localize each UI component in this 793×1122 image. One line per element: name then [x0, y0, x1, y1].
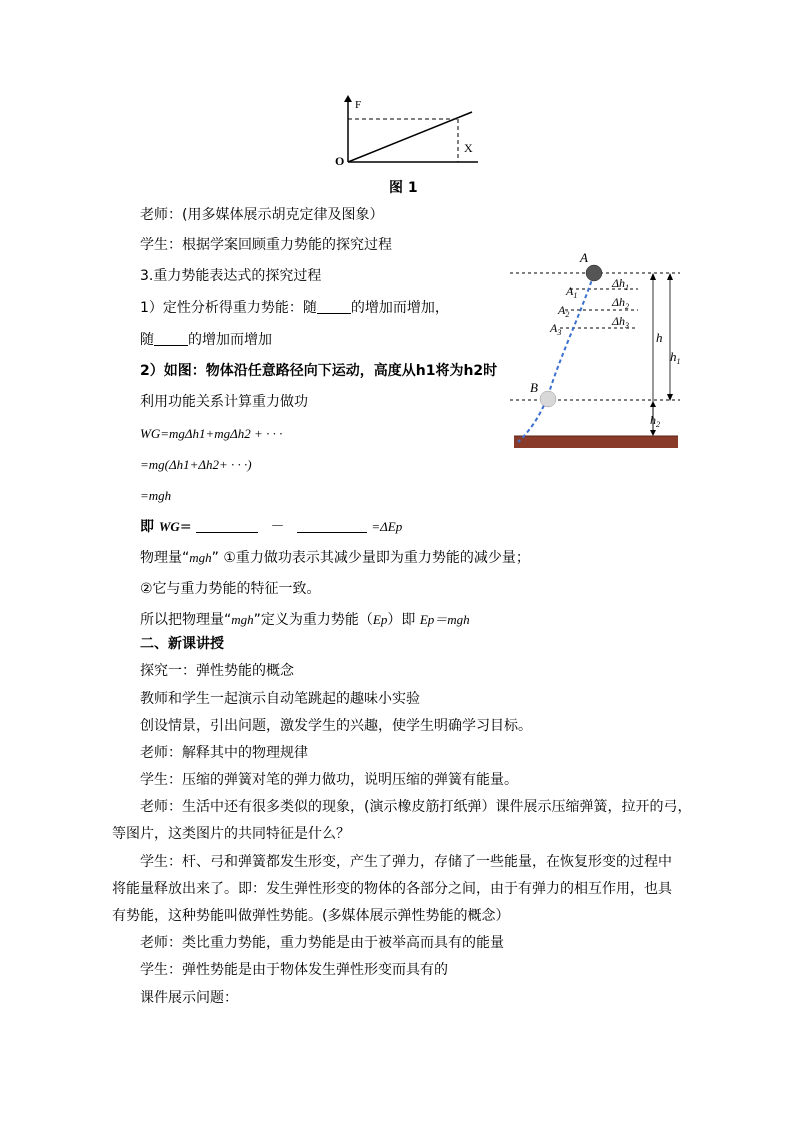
text-fragment: =ΔEp: [371, 519, 403, 534]
line-section-3: 3.重力势能表达式的探究过程: [140, 268, 322, 284]
line-student-review: 学生：根据学案回顾重力势能的探究过程: [140, 237, 392, 253]
line-explore-1: 探究一：弹性势能的概念: [140, 663, 294, 679]
line-equation-2: =mg(Δh1+Δh2+ · · ·): [140, 457, 252, 472]
line-mgh-meaning: [140, 548, 530, 568]
para-teacher-phenomena-1: 老师：生活中还有很多类似的现象，(演示橡皮筋打纸弹）课件展示压缩弹簧，拉开的弓，: [140, 799, 692, 815]
line-equation-result: [140, 517, 402, 537]
line-feature-consistent: ②它与重力势能的特征一致。: [140, 581, 321, 597]
fill-blank-2: [154, 331, 188, 346]
line-equation-1: WG=mgΔh1+mgΔh2 + · · ·: [140, 426, 283, 441]
text-fragment: WG: [158, 519, 180, 534]
line-teacher-hooke: 老师：(用多媒体展示胡克定律及图象）: [140, 207, 384, 223]
para-student-deformation-1: 学生：杆、弓和弹簧都发生形变，产生了弹力，存储了一些能量，在恢复形变的过程中: [140, 854, 672, 870]
label-h: h: [656, 330, 663, 345]
line-definition-ep: [140, 610, 470, 630]
text-fragment: －: [270, 519, 285, 535]
text-fragment: Ep＝mgh: [419, 612, 470, 627]
label-b: B: [530, 380, 538, 395]
text-fragment: ）即: [387, 612, 420, 628]
label-a: A: [580, 250, 588, 265]
line-student-spring: 学生：压缩的弹簧对笔的弹力做功，说明压缩的弹簧有能量。: [140, 772, 518, 788]
line-teacher-explain: 老师：解释其中的物理规律: [140, 745, 308, 761]
line-experiment: 教师和学生一起演示自动笔跳起的趣味小实验: [140, 691, 420, 707]
fill-blank-1: [317, 299, 351, 314]
text-fragment: 即: [140, 519, 159, 535]
axis-label-x: X: [464, 141, 473, 155]
line-qualitative-1: [140, 298, 449, 318]
para-teacher-phenomena-2: 等图片，这类图片的共同特征是什么？: [112, 826, 350, 842]
figure-1-caption: 图 1: [389, 180, 418, 196]
section-heading-new-lesson: 二、新课讲授: [140, 636, 224, 652]
line-courseware-question: 课件展示问题：: [140, 990, 238, 1006]
label-h2: $h_2$: [650, 413, 660, 429]
text-fragment: mgh: [189, 550, 212, 565]
text-fragment: =: [179, 519, 192, 535]
text-fragment: 所以把物理量“: [140, 612, 232, 628]
ground: [514, 436, 678, 448]
text-fragment: 1）定性分析得重力势能：随: [140, 300, 317, 316]
para-student-deformation-2: 将能量释放出来了。即：发生弹性形变的物体的各部分之间，由于有弹力的相互作用，也具: [112, 881, 672, 897]
label-dh2: $\Delta h_2$: [612, 295, 630, 311]
line-figure-description: 2）如图：物体沿任意路径向下运动，高度从h1将为h2时: [140, 363, 498, 379]
y-axis-arrow: [344, 95, 352, 102]
label-dh1: $\Delta h_1$: [612, 276, 630, 292]
text-fragment: 的增加而增加，: [350, 300, 449, 316]
h-arrow-top: [667, 273, 673, 280]
fill-blank-3: [196, 518, 258, 533]
fill-blank-4: [297, 518, 367, 533]
line-work-energy: 利用功能关系计算重力做功: [140, 394, 308, 410]
label-a1: $A_1$: [566, 284, 578, 300]
origin-label: O: [335, 154, 345, 168]
label-dh3: $\Delta h_3$: [612, 314, 630, 330]
line-qualitative-2: [140, 330, 272, 350]
text-fragment: 物理量“: [140, 550, 190, 566]
figure-2-path-diagram: [510, 246, 684, 454]
para-student-deformation-3: 有势能，这种势能叫做弹性势能。(多媒体展示弹性势能的概念）: [112, 908, 510, 924]
h1-arrow-top: [650, 273, 656, 280]
axis-label-f: F: [355, 99, 362, 111]
h2-arrow-top: [650, 401, 656, 407]
text-fragment: mgh: [231, 612, 254, 627]
line-scenario: 创设情景，引出问题，激发学生的兴趣，使学生明确学习目标。: [140, 718, 532, 734]
ball-a: [586, 265, 602, 281]
figure-1-hooke-graph: [330, 92, 480, 170]
label-h1: $h_1$: [670, 349, 681, 366]
text-fragment: 随: [140, 332, 154, 348]
label-a3: $A_3$: [550, 321, 562, 337]
motion-path: [518, 268, 596, 442]
label-a2: $A_2$: [558, 303, 570, 319]
line-student-elastic: 学生：弹性势能是由于物体发生弹性形变而具有的: [140, 962, 448, 978]
text-fragment: ”定义为重力势能（: [253, 612, 373, 628]
ball-b: [540, 391, 556, 407]
text-fragment: Ep: [372, 612, 388, 627]
line-teacher-analogy: 老师：类比重力势能，重力势能是由于被举高而具有的能量: [140, 935, 504, 951]
text-fragment: 的增加而增加: [188, 332, 272, 348]
text-fragment: ” ①重力做功表示其减少量即为重力势能的减少量；: [211, 550, 530, 566]
line-equation-3: =mgh: [140, 488, 172, 503]
